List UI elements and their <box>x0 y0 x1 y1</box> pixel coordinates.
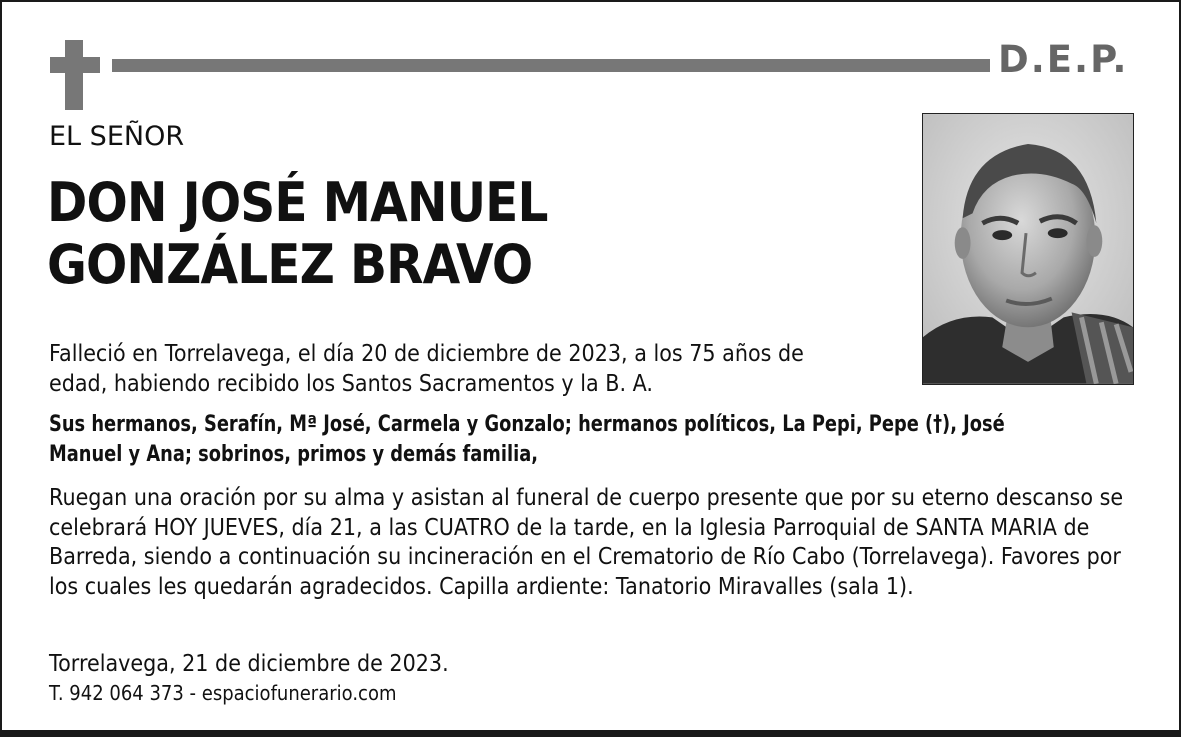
death-notice: Falleció en Torrelavega, el día 20 de diciembre de 2023, a los 75 años de edad, habiendo recibido los Santos Sacramentos y la B. A. <box>49 341 804 397</box>
contact-line: T. 942 064 373 - espaciofunerario.com <box>49 681 397 705</box>
header-rule <box>112 59 990 72</box>
honorific: EL SEÑOR <box>49 121 185 152</box>
name-line-2: GONZÁLEZ BRAVO <box>47 233 533 296</box>
place-date: Torrelavega, 21 de diciembre de 2023. <box>49 651 449 677</box>
deceased-name <box>47 172 548 296</box>
portrait-photo <box>922 113 1134 385</box>
cross-horizontal-bar <box>50 57 100 73</box>
family-list: Sus hermanos, Serafín, Mª José, Carmela y Gonzalo; hermanos políticos, La Pepi, Pepe (†), José Manuel y Ana; sobrinos, primos y demás familia, <box>49 412 1005 467</box>
name-line-1: DON JOSÉ MANUEL <box>47 171 548 234</box>
dep-label: D.E.P. <box>998 38 1129 81</box>
cross-vertical-bar <box>65 40 83 110</box>
funeral-details: Ruegan una oración por su alma y asistan al funeral de cuerpo presente que por su eterno descanso se celebrará HOY JUEVES, día 21, a las CUATRO de la tarde, en la Iglesia Parroquial de SANTA MARIA de Barreda, siendo a continuación su incineración en el Crematorio de Río Cabo (Torrelavega). Favores por los cuales les quedarán agradecidos. Capilla ardiente: Tanatorio Miravalles (sala 1). <box>49 485 1124 600</box>
